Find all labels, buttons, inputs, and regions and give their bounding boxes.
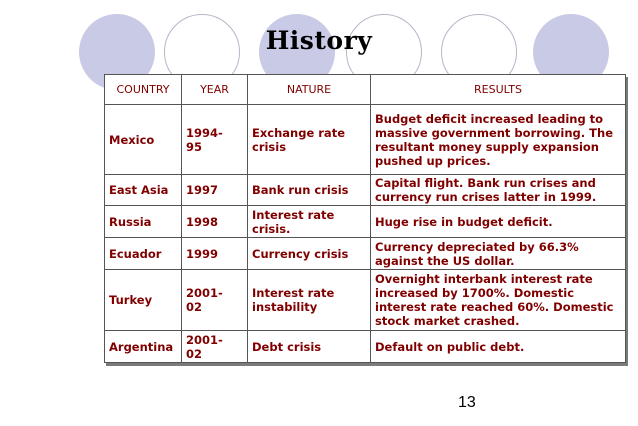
cell-results: Overnight interbank interest rate increased by 1700%. Domestic interest rate reached 60%. Domestic stock market crashed. — [371, 270, 626, 331]
cell-results: Capital flight. Bank run crises and currency run crises latter in 1999. — [371, 175, 626, 206]
cell-year: 1999 — [182, 238, 248, 270]
header-year: YEAR — [182, 75, 248, 105]
history-table — [104, 74, 626, 363]
table-row — [105, 175, 626, 206]
cell-nature: Bank run crisis — [248, 175, 371, 206]
table-row — [105, 331, 626, 363]
cell-country: Turkey — [105, 270, 182, 331]
cell-year: 2001- 02 — [182, 331, 248, 363]
cell-nature: Debt crisis — [248, 331, 371, 363]
cell-nature: Interest rate crisis. — [248, 206, 371, 238]
slide-title: History — [265, 26, 373, 55]
cell-country: Ecuador — [105, 238, 182, 270]
cell-results: Budget deficit increased leading to massive government borrowing. The resultant money supply expansion pushed up prices. — [371, 105, 626, 175]
cell-year: 2001- 02 — [182, 270, 248, 331]
cell-country: Mexico — [105, 105, 182, 175]
cell-results: Default on public debt. — [371, 331, 626, 363]
header-country: COUNTRY — [105, 75, 182, 105]
cell-country: Argentina — [105, 331, 182, 363]
table-row — [105, 105, 626, 175]
table-row — [105, 206, 626, 238]
cell-country: East Asia — [105, 175, 182, 206]
cell-year: 1998 — [182, 206, 248, 238]
table-row — [105, 270, 626, 331]
cell-nature: Currency crisis — [248, 238, 371, 270]
cell-country: Russia — [105, 206, 182, 238]
cell-year: 1994- 95 — [182, 105, 248, 175]
table-header-row — [105, 75, 626, 105]
cell-year: 1997 — [182, 175, 248, 206]
header-nature: NATURE — [248, 75, 371, 105]
cell-nature: Interest rate instability — [248, 270, 371, 331]
table-row — [105, 238, 626, 270]
cell-nature: Exchange rate crisis — [248, 105, 371, 175]
header-results: RESULTS — [371, 75, 626, 105]
page-number: 13 — [458, 394, 476, 411]
cell-results: Currency depreciated by 66.3% against the US dollar. — [371, 238, 626, 270]
cell-results: Huge rise in budget deficit. — [371, 206, 626, 238]
